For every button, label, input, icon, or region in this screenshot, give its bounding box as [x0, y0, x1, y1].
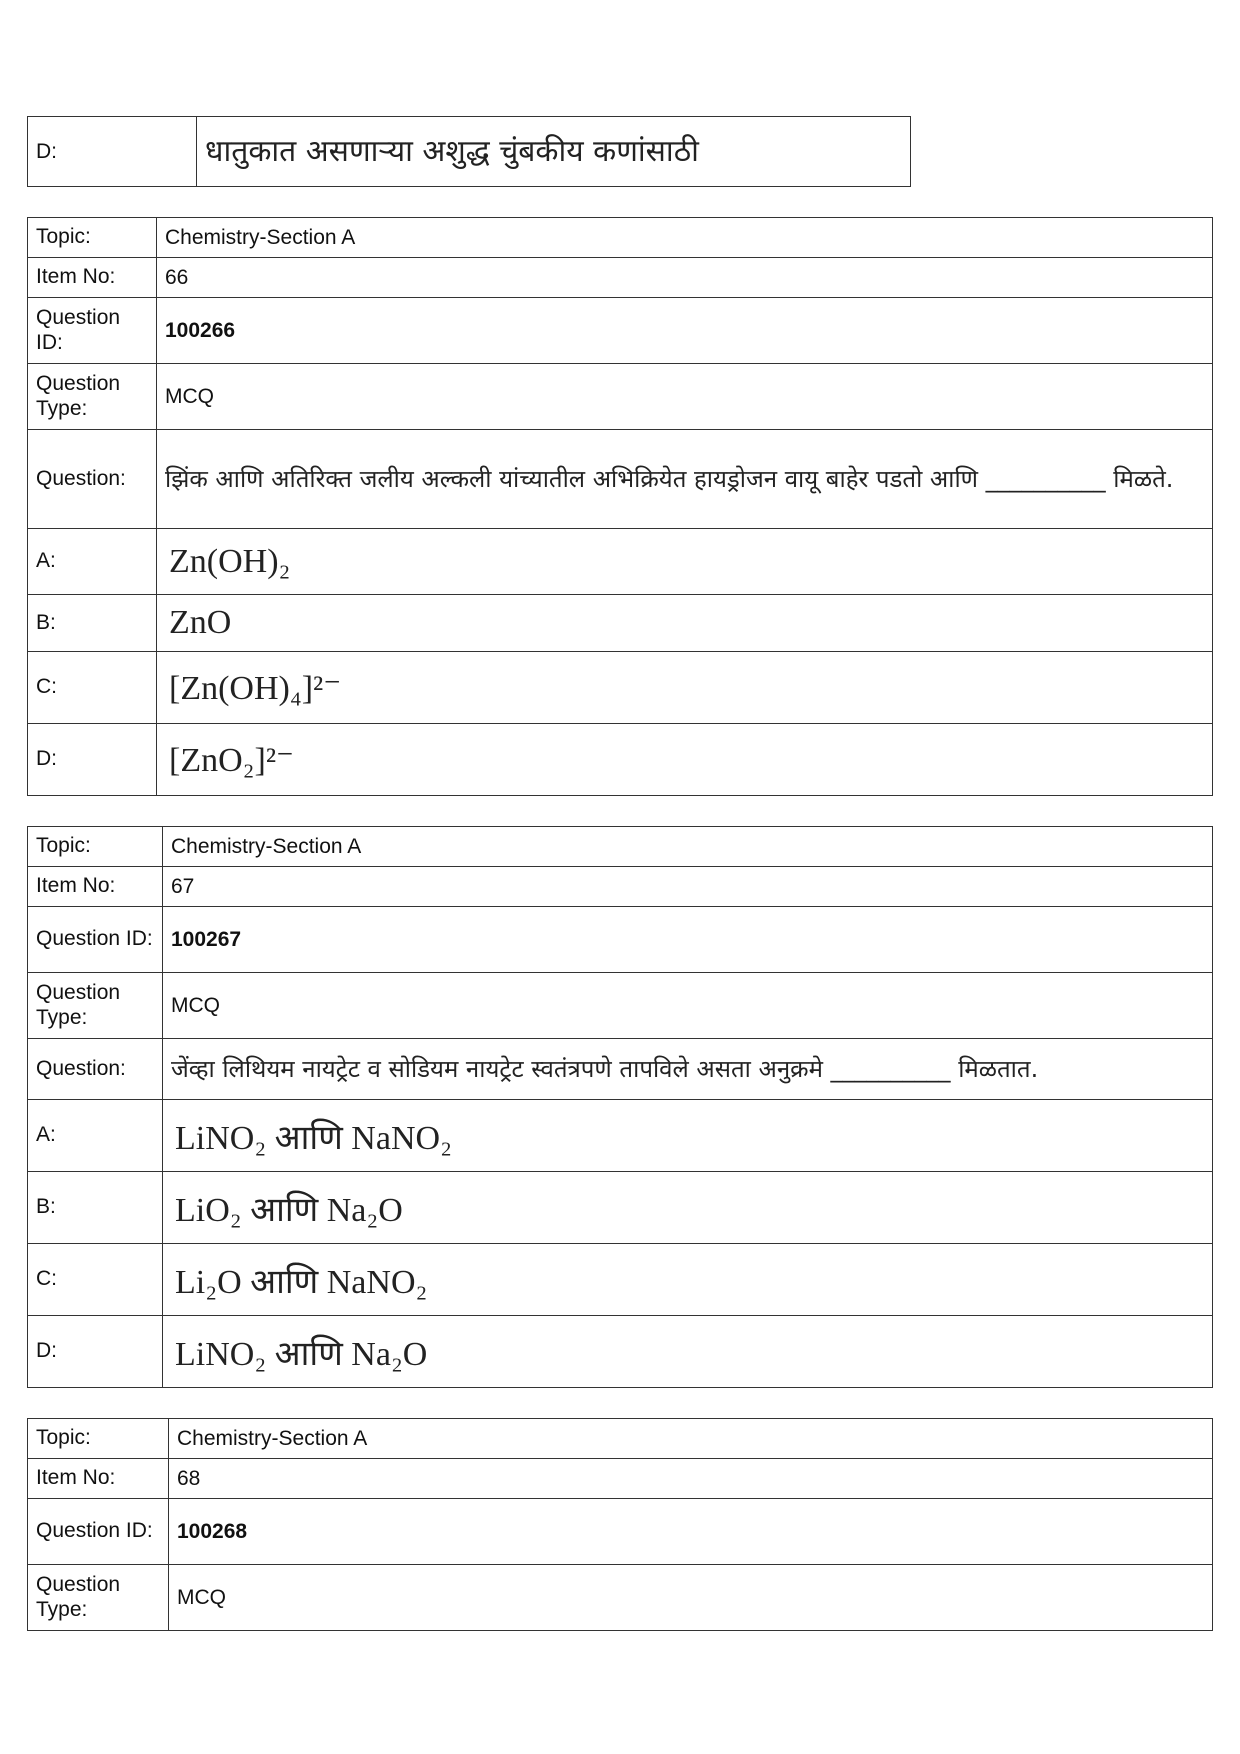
option-label: A: — [28, 1100, 163, 1172]
item-no-value: 68 — [169, 1459, 1213, 1499]
question-id-label: Question ID: — [28, 1499, 169, 1565]
prev-option-table — [27, 116, 911, 187]
question-row — [28, 430, 1213, 529]
question-type-value: MCQ — [169, 1565, 1213, 1631]
option-label: C: — [28, 652, 157, 724]
topic-label: Topic: — [28, 827, 163, 867]
option-label: D: — [28, 1316, 163, 1388]
option-label: C: — [28, 1244, 163, 1316]
item-no-row — [28, 867, 1213, 907]
question-id-label: Question ID: — [28, 907, 163, 973]
option-text: LiO₂ आणि Na₂O — [163, 1172, 1213, 1244]
question-type-label: Question Type: — [28, 973, 163, 1039]
question-id-row — [28, 907, 1213, 973]
option-text: Li₂O आणि NaNO₂ — [163, 1244, 1213, 1316]
question-type-row — [28, 1565, 1213, 1631]
option-text: धातुकात असणाऱ्या अशुद्ध चुंबकीय कणांसाठी — [197, 117, 911, 187]
question-text: झिंक आणि अतिरिक्त जलीय अल्कली यांच्यातील अभिक्रियेत हायड्रोजन वायू बाहेर पडतो आणि __________ मिळते. — [157, 430, 1213, 529]
question-type-label: Question Type: — [28, 1565, 169, 1631]
topic-label: Topic: — [28, 218, 157, 258]
item-no-row — [28, 258, 1213, 298]
option-row-b — [28, 595, 1213, 652]
topic-value: Chemistry-Section A — [157, 218, 1213, 258]
option-label: D: — [28, 117, 197, 187]
question-id-value: 100266 — [157, 298, 1213, 364]
option-text: LiNO₂ आणि NaNO₂ — [163, 1100, 1213, 1172]
option-row-a — [28, 529, 1213, 595]
option-row-c — [28, 1244, 1213, 1316]
option-text: Zn(OH)₂ — [157, 529, 1213, 595]
item-no-value: 66 — [157, 258, 1213, 298]
topic-value: Chemistry-Section A — [163, 827, 1213, 867]
option-text: LiNO₂ आणि Na₂O — [163, 1316, 1213, 1388]
question-type-label: Question Type: — [28, 364, 157, 430]
question-label: Question: — [28, 430, 157, 529]
question-row — [28, 1039, 1213, 1100]
question-type-value: MCQ — [157, 364, 1213, 430]
question-id-value: 100267 — [163, 907, 1213, 973]
option-text: [Zn(OH)₄]²⁻ — [157, 652, 1213, 724]
question-text: जेंव्हा लिथियम नायट्रेट व सोडियम नायट्रेट स्वतंत्रपणे तापविले असता अनुक्रमे __________ मिळतात. — [163, 1039, 1213, 1100]
question-id-label: Question ID: — [28, 298, 157, 364]
option-row-d — [28, 724, 1213, 796]
item-no-label: Item No: — [28, 867, 163, 907]
option-label: D: — [28, 724, 157, 796]
question-type-value: MCQ — [163, 973, 1213, 1039]
question-id-row — [28, 1499, 1213, 1565]
topic-value: Chemistry-Section A — [169, 1419, 1213, 1459]
question-table-67 — [27, 826, 1213, 1388]
question-id-value: 100268 — [169, 1499, 1213, 1565]
item-no-label: Item No: — [28, 1459, 169, 1499]
option-label: A: — [28, 529, 157, 595]
option-text: [ZnO₂]²⁻ — [157, 724, 1213, 796]
option-row-b — [28, 1172, 1213, 1244]
question-table-66 — [27, 217, 1213, 796]
option-row-c — [28, 652, 1213, 724]
option-text: ZnO — [157, 595, 1213, 652]
option-row-d — [28, 117, 911, 187]
item-no-value: 67 — [163, 867, 1213, 907]
question-type-row — [28, 364, 1213, 430]
option-row-a — [28, 1100, 1213, 1172]
topic-row — [28, 218, 1213, 258]
topic-label: Topic: — [28, 1419, 169, 1459]
question-id-row — [28, 298, 1213, 364]
question-table-68 — [27, 1418, 1213, 1631]
topic-row — [28, 1419, 1213, 1459]
option-label: B: — [28, 595, 157, 652]
question-label: Question: — [28, 1039, 163, 1100]
topic-row — [28, 827, 1213, 867]
item-no-row — [28, 1459, 1213, 1499]
question-type-row — [28, 973, 1213, 1039]
option-label: B: — [28, 1172, 163, 1244]
item-no-label: Item No: — [28, 258, 157, 298]
option-row-d — [28, 1316, 1213, 1388]
